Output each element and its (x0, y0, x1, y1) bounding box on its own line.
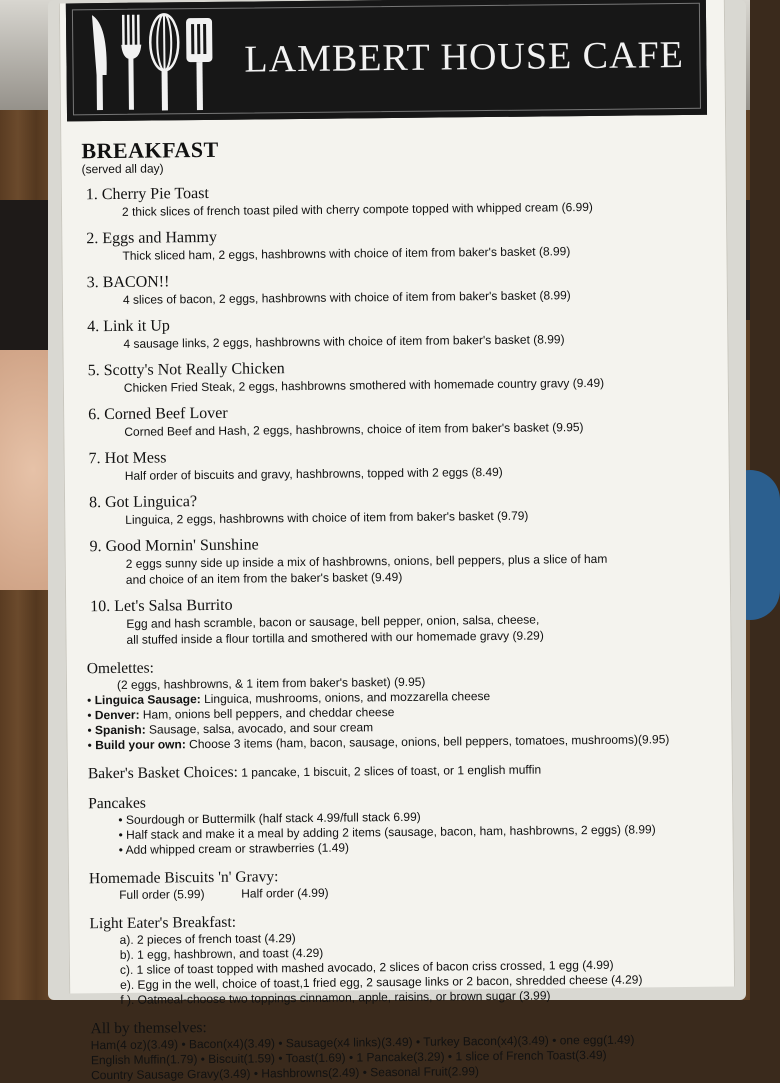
omelettes-title: Omelettes: (86, 659, 155, 678)
light-eater-item: f ). Oatmeal-choose two toppings cinnamon, apple, raisins, or brown sugar (3.99) (120, 988, 551, 1007)
item-description-cont: and choice of an item from the baker's basket (9.49) (125, 569, 403, 587)
item-name: 1. Cherry Pie Toast (85, 184, 209, 204)
item-description: Corned Beef and Hash, 2 eggs, hashbrowns, choice of item from baker's basket (9.95) (124, 420, 584, 439)
item-name: 7. Hot Mess (88, 449, 167, 468)
pancake-item: • Sourdough or Buttermilk (half stack 4.99/full stack 6.99) (88, 807, 708, 828)
sides-title: All by themselves: (90, 1019, 207, 1038)
breakfast-subheading: (served all day) (81, 161, 164, 177)
omelette-label: Spanish: (94, 722, 146, 738)
biscuits-section (89, 864, 709, 903)
menu-content (81, 132, 711, 1083)
menu-item (88, 400, 704, 440)
item-description: Thick sliced ham, 2 eggs, hashbrowns with choice of item from baker's basket (8.99) (122, 244, 571, 263)
omelette-text: Linguica, mushrooms, onions, and mozzarella cheese (200, 689, 491, 707)
bakers-basket-text: 1 pancake, 1 biscuit, 2 slices of toast, or 1 english muffin (237, 762, 542, 780)
item-description: Chicken Fried Steak, 2 eggs, hashbrowns smothered with homemade country gravy (9.49) (123, 375, 605, 395)
cafe-title: LAMBERT HOUSE CAFE (244, 33, 685, 81)
light-eater-item: b). 1 egg, hashbrown, and toast (4.29) (119, 945, 324, 962)
menu-item (90, 592, 706, 648)
item-description: 2 eggs sunny side up inside a mix of hashbrowns, onions, bell peppers, plus a slice of ham (125, 551, 608, 571)
sides-line: Country Sausage Gravy(3.49) • Hashbrowns(2.49) • Seasonal Fruit(2.99) (90, 1064, 480, 1083)
omelettes-section (87, 654, 708, 753)
omelette-text: Sausage, salsa, avocado, and sour cream (145, 720, 374, 737)
omelette-label: Build your own: (95, 737, 186, 753)
item-name: 2. Eggs and Hammy (86, 228, 218, 248)
omelette-label: Linguica Sausage: (94, 692, 201, 708)
light-eater-title: Light Eater's Breakfast: (89, 913, 237, 933)
menu-item (86, 180, 702, 220)
bakers-basket-section (88, 759, 708, 783)
item-description: 2 thick slices of french toast piled with cherry compote topped with whipped cream (6.99) (121, 199, 593, 219)
utensils-logo-icon (78, 4, 229, 118)
item-name: 10. Let's Salsa Burrito (90, 596, 233, 616)
item-name: 5. Scotty's Not Really Chicken (87, 360, 285, 380)
menu-header-banner (66, 0, 707, 121)
pancakes-section (88, 789, 709, 858)
omelette-label: Denver: (94, 707, 140, 723)
light-eater-item: c). 1 slice of toast topped with mashed avocado, 2 slices of bacon criss crossed, 1 egg (4.99) (119, 957, 614, 977)
sides-section (90, 1014, 711, 1083)
pancake-item: • Half stack and make it a meal by adding 2 items (sausage, bacon, ham, hashbrowns, 2 eggs) (8.99) (88, 822, 708, 843)
item-description: 4 slices of bacon, 2 eggs, hashbrowns with choice of item from baker's basket (8.99) (122, 288, 571, 307)
biscuits-title: Homemade Biscuits 'n' Gravy: (88, 868, 279, 888)
item-description: Linguica, 2 eggs, hashbrowns with choice of item from baker's basket (9.79) (125, 508, 529, 527)
sides-line: Ham(4 oz)(3.49) • Bacon(x4)(3.49) • Sausage(x4 links)(3.49) • Turkey Bacon(x4)(3.49) • one egg(1.49) (90, 1032, 635, 1053)
menu-item (88, 356, 704, 396)
biscuits-half-order: Half order (4.99) (241, 885, 329, 901)
item-description: 4 sausage links, 2 eggs, hashbrowns with choice of item from baker's basket (8.99) (123, 332, 565, 351)
menu-item (87, 312, 703, 352)
light-eater-section (89, 909, 710, 1008)
breakfast-heading: BREAKFAST (81, 136, 219, 164)
omelettes-intro: (2 eggs, hashbrowns, & 1 item from baker's basket) (9.95) (116, 674, 426, 692)
item-description: Egg and hash scramble, bacon or sausage, bell pepper, onion, salsa, cheese, (126, 612, 540, 631)
item-name: 3. BACON!! (86, 273, 170, 292)
bakers-basket-title: Baker's Basket Choices: (87, 763, 238, 783)
omelette-text: Ham, onions bell peppers, and cheddar cheese (139, 705, 395, 722)
item-description-cont: all stuffed inside a flour tortilla and smothered with our homemade gravy (9.29) (126, 628, 544, 647)
menu-item (89, 444, 705, 484)
item-name: 6. Corned Beef Lover (88, 404, 228, 424)
item-description: Half order of biscuits and gravy, hashbrowns, topped with 2 eggs (8.49) (124, 464, 503, 483)
item-name: 8. Got Linguica? (88, 493, 198, 512)
menu-item (87, 268, 703, 308)
pancakes-title: Pancakes (88, 794, 146, 813)
omelette-text: Choose 3 items (ham, bacon, sausage, onions, bell peppers, tomatoes, mushrooms)(9.95) (185, 732, 670, 752)
menu-item (89, 532, 705, 588)
menu-item (86, 224, 702, 264)
sides-line: English Muffin(1.79) • Biscuit(1.59) • Toast(1.69) • 1 Pancake(3.29) • 1 slice of French Toast(3.49) (90, 1047, 607, 1068)
light-eater-item: e). Egg in the well, choice of toast,1 fried egg, 2 sausage links or 2 bacon, shredded cheese (4.29) (120, 972, 643, 992)
item-name: 4. Link it Up (87, 317, 170, 336)
pancake-item: • Add whipped cream or strawberries (1.49) (89, 837, 709, 858)
biscuits-full-order: Full order (5.99) (119, 887, 205, 902)
item-name: 9. Good Mornin' Sunshine (89, 536, 259, 556)
light-eater-item: a). 2 pieces of french toast (4.29) (119, 931, 296, 947)
menu-paper (59, 0, 735, 1083)
menu-item (89, 488, 705, 528)
